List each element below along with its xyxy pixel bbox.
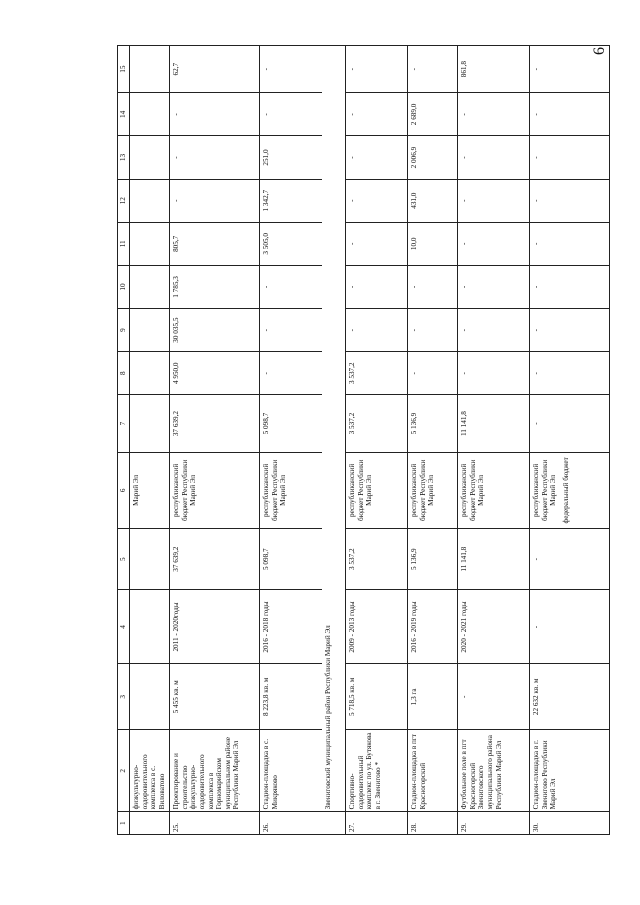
- period: 2009 - 2013 годы: [346, 590, 408, 664]
- object-name: физкультурно-оздоровительного комплекса в с. Виловатово: [130, 730, 170, 812]
- capacity: 8 223,8 кв. м: [260, 664, 322, 730]
- value: 30 035,5: [170, 309, 260, 352]
- object-name: Стадион-площадка в пгт Красногорский: [408, 730, 458, 812]
- value: 5 098,7: [260, 395, 322, 453]
- cost: 5 136,9: [408, 528, 458, 590]
- col-header: 15: [118, 46, 130, 93]
- col-header: 10: [118, 265, 130, 308]
- value: 861,8: [458, 46, 530, 93]
- capacity: 22 632 кв. м: [530, 664, 610, 730]
- period: 2016 - 2019 годы: [408, 590, 458, 664]
- col-header: 1: [118, 812, 130, 835]
- value: -: [530, 395, 610, 453]
- row-number: 25.: [170, 812, 260, 835]
- value: -: [346, 136, 408, 179]
- table-row: [530, 46, 610, 835]
- period: 2020 - 2021 годы: [458, 590, 530, 664]
- value: -: [170, 179, 260, 222]
- value: 3 537,2: [346, 352, 408, 395]
- value: -: [260, 352, 322, 395]
- value: -: [346, 309, 408, 352]
- table-row: [346, 46, 408, 835]
- value: -: [530, 309, 610, 352]
- value: -: [530, 136, 610, 179]
- col-header: 9: [118, 309, 130, 352]
- value: 2 006,9: [408, 136, 458, 179]
- value: 431,0: [408, 179, 458, 222]
- value: -: [170, 93, 260, 136]
- value: -: [260, 265, 322, 308]
- value: -: [408, 309, 458, 352]
- col-header: 7: [118, 395, 130, 453]
- col-header: 13: [118, 136, 130, 179]
- value: -: [346, 222, 408, 265]
- funding-source: республиканский бюджет Республики Марий Эл: [408, 452, 458, 528]
- cost: -: [530, 528, 610, 590]
- value: -: [346, 265, 408, 308]
- value: 2 689,0: [408, 93, 458, 136]
- object-name: Спортивно-оздоровительный комплекс по ул. Бутякова в г. Звенигово *: [346, 730, 408, 812]
- value: -: [458, 352, 530, 395]
- cost: 5 098,7: [260, 528, 322, 590]
- value: 251,0: [260, 136, 322, 179]
- period: -: [530, 590, 610, 664]
- col-header: 14: [118, 93, 130, 136]
- row-number: 29.: [458, 812, 530, 835]
- value: -: [458, 179, 530, 222]
- value: -: [346, 179, 408, 222]
- table-row: [130, 46, 170, 835]
- capacity: 5 718,5 кв. м: [346, 664, 408, 730]
- col-header: 3: [118, 664, 130, 730]
- object-name: Стадион-площадка в с. Микряково: [260, 730, 322, 812]
- row-number: 30.: [530, 812, 610, 835]
- value: 4 950,0: [170, 352, 260, 395]
- row-number: 28.: [408, 812, 458, 835]
- col-header: 2: [118, 730, 130, 812]
- cost: 11 141,8: [458, 528, 530, 590]
- value: -: [260, 46, 322, 93]
- table-row: [458, 46, 530, 835]
- row-number: 27.: [346, 812, 408, 835]
- page-number: 6: [591, 47, 608, 55]
- col-header: 5: [118, 528, 130, 590]
- value: -: [346, 46, 408, 93]
- row-number: 26.: [260, 812, 322, 835]
- value: -: [458, 222, 530, 265]
- value: 3 505,0: [260, 222, 322, 265]
- rotated-table-container: [117, 45, 632, 835]
- value: 10,0: [408, 222, 458, 265]
- object-name: Футбольное поле в пгт Красногорский Звениговского муниципального района Республики Марий Эл: [458, 730, 530, 812]
- funding-source: [530, 452, 610, 528]
- col-header: 4: [118, 590, 130, 664]
- period: 2016 - 2018 годы: [260, 590, 322, 664]
- value: -: [530, 179, 610, 222]
- value: -: [346, 93, 408, 136]
- value: -: [408, 46, 458, 93]
- value: -: [458, 136, 530, 179]
- value: -: [408, 352, 458, 395]
- value: 11 141,8: [458, 395, 530, 453]
- funding-source: Марий Эл: [130, 452, 170, 528]
- value: 37 639,2: [170, 395, 260, 453]
- period: 2011 - 2020годы: [170, 590, 260, 664]
- col-header: 11: [118, 222, 130, 265]
- cost: 37 639,2: [170, 528, 260, 590]
- funding-source: республиканский бюджет Республики Марий Эл: [458, 452, 530, 528]
- value: 1 342,7: [260, 179, 322, 222]
- column-number-row: [118, 46, 130, 835]
- cost: 3 537,2: [346, 528, 408, 590]
- table-row: [408, 46, 458, 835]
- funding-source: республиканский бюджет Республики Марий Эл: [346, 452, 408, 528]
- table-row: [260, 46, 322, 835]
- col-header: 8: [118, 352, 130, 395]
- col-header: 12: [118, 179, 130, 222]
- program-table: [117, 45, 610, 835]
- section-row: [322, 46, 346, 835]
- value: -: [530, 46, 610, 93]
- value: -: [408, 265, 458, 308]
- value: 3 537,2: [346, 395, 408, 453]
- value: -: [458, 309, 530, 352]
- table-row: [170, 46, 260, 835]
- col-header: 6: [118, 452, 130, 528]
- value: -: [530, 93, 610, 136]
- capacity: 5 455 кв. м: [170, 664, 260, 730]
- value: -: [530, 222, 610, 265]
- value: -: [260, 93, 322, 136]
- funding-source-federal: федеральный бюджет: [561, 457, 570, 524]
- section-heading: Звениговский муниципальный район Республики Марий Эл: [322, 46, 346, 812]
- object-name: Проектирование и строительство физкультурно-оздоровительного комплекса в Горномарийском муниципальном районе Республики Марий Эл: [170, 730, 260, 812]
- funding-source-regional: республиканский бюджет Республики Марий Эл: [532, 459, 558, 522]
- object-name: Стадион-площадка в г. Звенигово Республики Марий Эл: [530, 730, 610, 812]
- funding-source: республиканский бюджет Республики Марий Эл: [260, 452, 322, 528]
- value: 5 136,9: [408, 395, 458, 453]
- funding-source: республиканский бюджет Республики Марий Эл: [170, 452, 260, 528]
- value: -: [458, 93, 530, 136]
- value: 805,7: [170, 222, 260, 265]
- value: -: [170, 136, 260, 179]
- value: -: [260, 309, 322, 352]
- capacity: 1,3 га: [408, 664, 458, 730]
- value: 62,7: [170, 46, 260, 93]
- capacity: -: [458, 664, 530, 730]
- value: -: [530, 265, 610, 308]
- value: -: [530, 352, 610, 395]
- value: -: [458, 265, 530, 308]
- value: 1 785,3: [170, 265, 260, 308]
